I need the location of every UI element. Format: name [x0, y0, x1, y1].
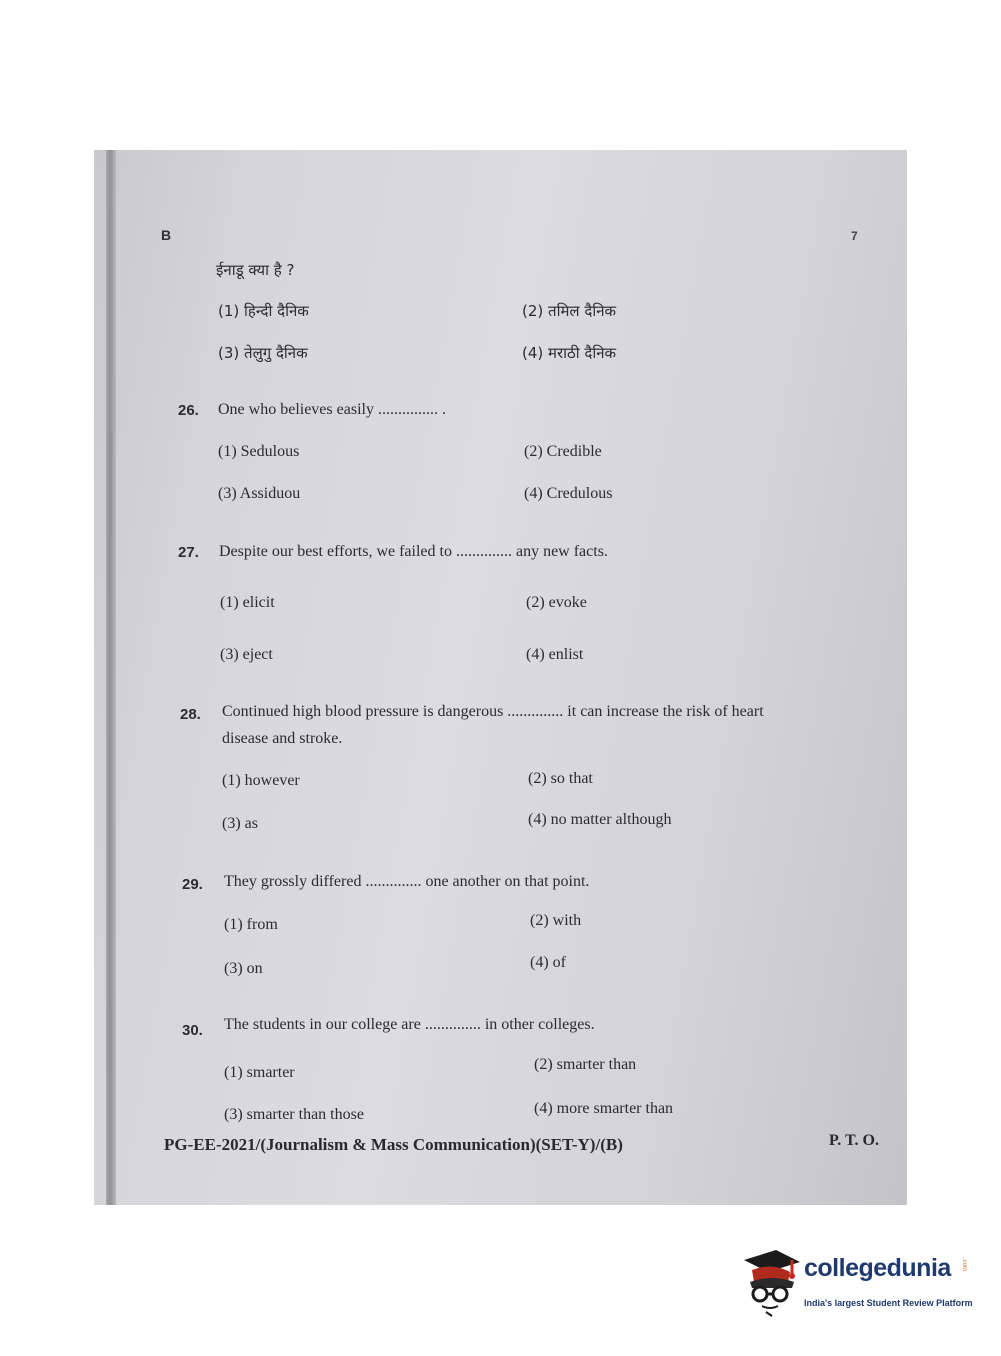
- question-30-text: The students in our college are .............. in other colleges.: [224, 1016, 595, 1033]
- pto-label: P. T. O.: [829, 1132, 879, 1149]
- question-30-option-4: (4) more smarter than: [534, 1100, 674, 1117]
- hindi-option-1: (1) हिन्दी दैनिक: [218, 302, 309, 320]
- question-29-text: They grossly differed .............. one another on that point.: [224, 873, 590, 890]
- question-26-text: One who believes easily ............... .: [218, 401, 446, 418]
- question-29-option-4: (4) of: [530, 954, 566, 971]
- question-28-option-2: (2) so that: [528, 770, 593, 787]
- question-26-option-4: (4) Credulous: [524, 485, 613, 502]
- question-28-text-cont: disease and stroke.: [222, 730, 343, 747]
- question-28-option-3: (3) as: [222, 815, 258, 832]
- brand-dotcom: .com: [961, 1258, 967, 1272]
- exam-code-footer: PG-EE-2021/(Journalism & Mass Communication)(SET-Y)/(B): [164, 1135, 623, 1154]
- hindi-question-text: ईनाडू क्या है ?: [216, 261, 295, 279]
- question-30-number: 30.: [182, 1022, 203, 1039]
- exam-page-photo: [94, 150, 907, 1205]
- question-27-option-2: (2) evoke: [526, 594, 587, 611]
- question-26-option-3: (3) Assiduou: [218, 485, 301, 502]
- question-30-option-2: (2) smarter than: [534, 1056, 637, 1073]
- question-26-option-2: (2) Credible: [524, 443, 602, 460]
- question-26-option-1: (1) Sedulous: [218, 443, 300, 460]
- question-29-option-3: (3) on: [224, 960, 263, 977]
- student-mascot-icon: [742, 1248, 802, 1318]
- hindi-option-4: (4) मराठी दैनिक: [522, 344, 617, 362]
- hindi-option-2: (2) तमिल दैनिक: [522, 302, 617, 320]
- question-27-option-4: (4) enlist: [526, 646, 584, 663]
- question-27-text: Despite our best efforts, we failed to .............. any new facts.: [219, 543, 608, 560]
- question-28-option-1: (1) however: [222, 772, 300, 789]
- collegedunia-logo: [742, 1248, 972, 1318]
- page-number: 7: [851, 229, 858, 243]
- brand-tagline: India's largest Student Review Platform: [804, 1298, 973, 1308]
- question-29-option-1: (1) from: [224, 916, 278, 933]
- brand-name: collegedunia: [804, 1254, 951, 1282]
- binding-edge: [106, 150, 116, 1205]
- question-29-option-2: (2) with: [530, 912, 582, 929]
- question-30-option-3: (3) smarter than those: [224, 1106, 364, 1123]
- question-30-option-1: (1) smarter: [224, 1064, 295, 1081]
- question-28-option-4: (4) no matter although: [528, 811, 672, 828]
- hindi-option-3: (3) तेलुगु दैनिक: [218, 344, 308, 362]
- question-27-option-1: (1) elicit: [220, 594, 275, 611]
- question-27-option-3: (3) eject: [220, 646, 273, 663]
- question-26-number: 26.: [178, 402, 199, 419]
- question-28-number: 28.: [180, 706, 201, 723]
- question-27-number: 27.: [178, 544, 199, 561]
- question-29-number: 29.: [182, 876, 203, 893]
- question-28-text: Continued high blood pressure is dangerous .............. it can increase the risk of heart: [222, 703, 764, 720]
- section-label: B: [161, 227, 172, 243]
